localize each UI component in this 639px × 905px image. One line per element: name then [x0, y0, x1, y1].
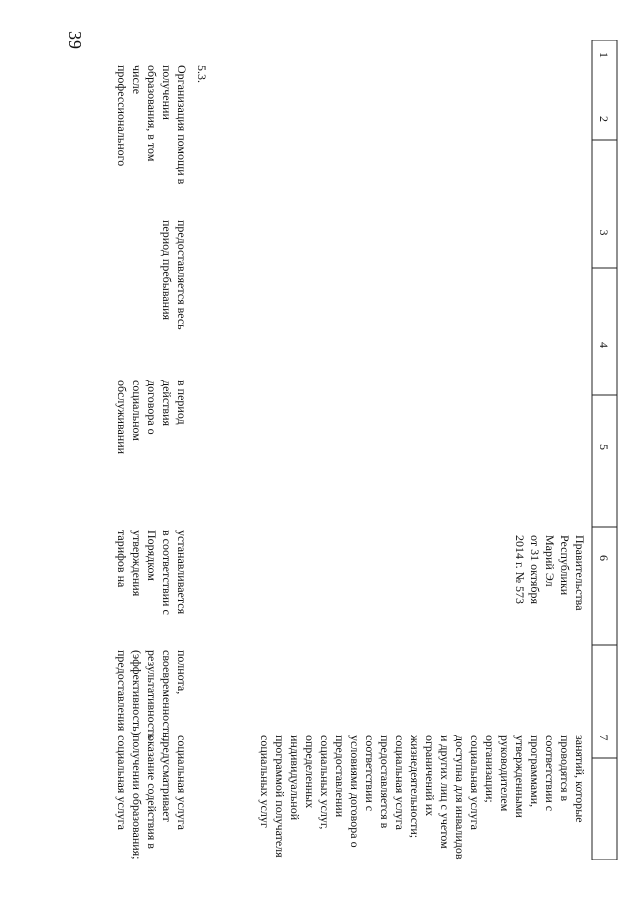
- header-col-4: 4: [597, 342, 611, 348]
- row-5-3-col6: полнота, своевременность, результативность (эффективность) предоставления: [115, 650, 189, 741]
- header-col-7: 7: [597, 734, 611, 741]
- page-number: 39: [65, 31, 86, 49]
- prev-row-col7: занятий, которые проводятся в соответствии с программами, утвержденными руководителем организации; социальная услуга доступна для инвалидов и других лиц с учетом ограничений их жизнедеятельности; социальная услуга предоставляется в соответствии с условиями договора о предоставлении социальных услуг, определенных индивидуальной программой получателя социальных услуг: [258, 735, 587, 860]
- rotated-table: [107, 40, 627, 860]
- row-5-3-col5: устанавливается в соответствии с Порядком утверждения тарифов на: [115, 530, 189, 615]
- header-col-5: 5: [597, 444, 611, 450]
- row-5-3-col2: Организация помощи в получении образования, в том числе профессионального: [115, 65, 189, 185]
- prev-row-col5: Правительства Республики Марий Эл от 31 октября 2014 г. № 573: [513, 535, 587, 611]
- header-col-3: 3: [597, 229, 611, 236]
- row-5-3-col7: социальная услуга предусматривает оказание содействия в получении образования; социальная услуга: [115, 735, 189, 860]
- row-5-3-col3: предоставляется весь период пребывания: [160, 220, 189, 330]
- header-col-2: 2: [597, 116, 611, 122]
- row-5-3-col4: в период действия договора о социальном обслуживании: [115, 380, 189, 455]
- header-col-6: 6: [597, 555, 611, 561]
- header-col-1: 1: [597, 52, 611, 58]
- row-5-3-number: 5.3.: [195, 65, 209, 83]
